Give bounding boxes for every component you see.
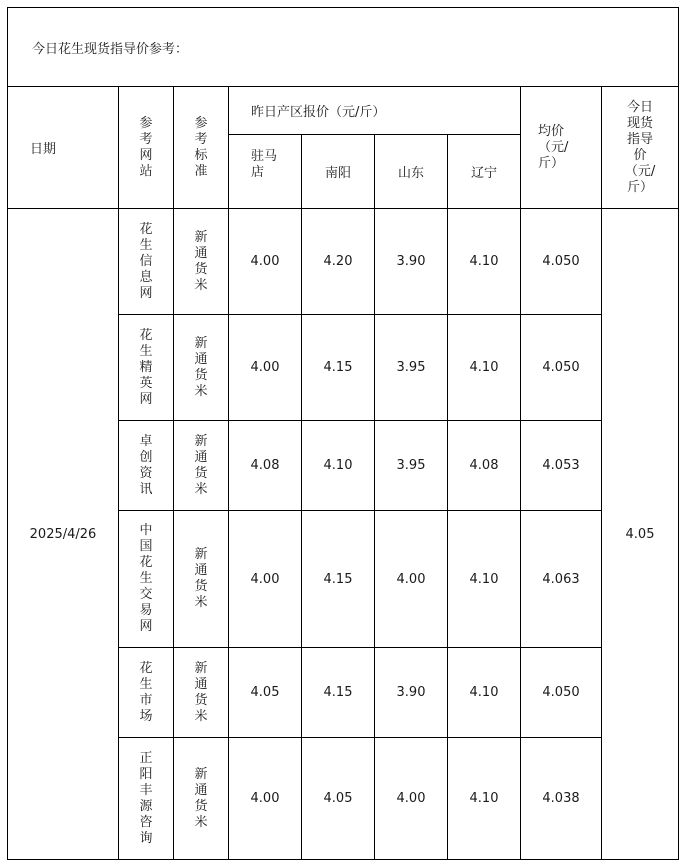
nanyang-cell: 4.05 (302, 738, 375, 860)
site-cell (119, 648, 174, 738)
standard-cell (174, 209, 229, 315)
liaoning-cell: 4.10 (448, 511, 521, 648)
avg-cell: 4.053 (521, 421, 602, 511)
standard-text: 新通货米 (194, 433, 208, 497)
zhumadian-cell: 4.08 (229, 421, 302, 511)
header-avg-text: 均价（元/斤） (538, 123, 569, 171)
standard-text: 新通货米 (194, 547, 208, 610)
standard-cell (174, 315, 229, 421)
header-avg (521, 87, 602, 209)
site-text: 花生精英网 (139, 327, 153, 407)
shandong-cell: 3.95 (375, 315, 448, 421)
nanyang-cell: 4.15 (302, 315, 375, 421)
avg-cell: 4.038 (521, 738, 602, 860)
site-cell (119, 209, 174, 315)
zhumadian-cell: 4.00 (229, 511, 302, 648)
site-cell (119, 738, 174, 860)
header-date: 日期 (8, 87, 119, 209)
standard-text: 新通货米 (194, 660, 208, 724)
liaoning-cell: 4.10 (448, 648, 521, 738)
liaoning-cell: 4.10 (448, 738, 521, 860)
site-cell (119, 511, 174, 648)
header-region-nanyang: 南阳 (302, 135, 375, 209)
liaoning-cell: 4.08 (448, 421, 521, 511)
header-guide-line: 指导 (627, 131, 654, 147)
shandong-cell: 3.90 (375, 209, 448, 315)
header-region-zhumadian (229, 135, 302, 209)
nanyang-cell: 4.15 (302, 511, 375, 648)
header-site-text: 参考网站 (139, 115, 153, 179)
liaoning-cell: 4.10 (448, 209, 521, 315)
shandong-cell: 3.90 (375, 648, 448, 738)
site-cell (119, 421, 174, 511)
avg-cell: 4.050 (521, 209, 602, 315)
site-text: 花生市场 (139, 660, 153, 724)
standard-text: 新通货米 (194, 229, 208, 293)
shandong-cell: 4.00 (375, 511, 448, 648)
site-text: 正阳丰源咨询 (139, 750, 153, 846)
standard-text: 新通货米 (194, 335, 208, 399)
shandong-cell: 3.95 (375, 421, 448, 511)
price-table (7, 7, 679, 860)
header-guide-line: 今日 (627, 99, 654, 115)
header-standard (174, 87, 229, 209)
guide-price-cell: 4.05 (602, 209, 679, 860)
site-text: 中国花生交易网 (139, 523, 153, 634)
header-quote-group: 昨日产区报价（元/斤） (229, 87, 521, 135)
standard-cell (174, 511, 229, 648)
standard-cell (174, 738, 229, 860)
header-site (119, 87, 174, 209)
avg-cell: 4.050 (521, 648, 602, 738)
site-text: 花生信息网 (139, 221, 153, 301)
header-guide-line: （元/ (624, 163, 656, 179)
header-guide-line: 斤） (627, 179, 654, 195)
liaoning-cell: 4.10 (448, 315, 521, 421)
site-cell (119, 315, 174, 421)
table-title: 今日花生现货指导价参考： (8, 8, 679, 87)
nanyang-cell: 4.10 (302, 421, 375, 511)
zhumadian-cell: 4.00 (229, 315, 302, 421)
zhumadian-cell: 4.00 (229, 738, 302, 860)
avg-cell: 4.050 (521, 315, 602, 421)
avg-cell: 4.063 (521, 511, 602, 648)
header-region-zhumadian-text: 驻马店 (251, 149, 278, 180)
zhumadian-cell: 4.00 (229, 209, 302, 315)
date-cell: 2025/4/26 (8, 209, 119, 860)
nanyang-cell: 4.20 (302, 209, 375, 315)
header-guide (602, 87, 679, 209)
header-standard-text: 参考标准 (194, 115, 208, 179)
site-text: 卓创资讯 (139, 433, 153, 497)
header-guide-text (625, 100, 655, 196)
standard-cell (174, 421, 229, 511)
header-region-liaoning: 辽宁 (448, 135, 521, 209)
header-guide-line: 现货 (627, 115, 654, 131)
standard-text: 新通货米 (194, 766, 208, 830)
zhumadian-cell: 4.05 (229, 648, 302, 738)
standard-cell (174, 648, 229, 738)
header-region-shandong: 山东 (375, 135, 448, 209)
nanyang-cell: 4.15 (302, 648, 375, 738)
table-row (8, 209, 679, 315)
shandong-cell: 4.00 (375, 738, 448, 860)
header-guide-line: 价 (633, 147, 647, 163)
